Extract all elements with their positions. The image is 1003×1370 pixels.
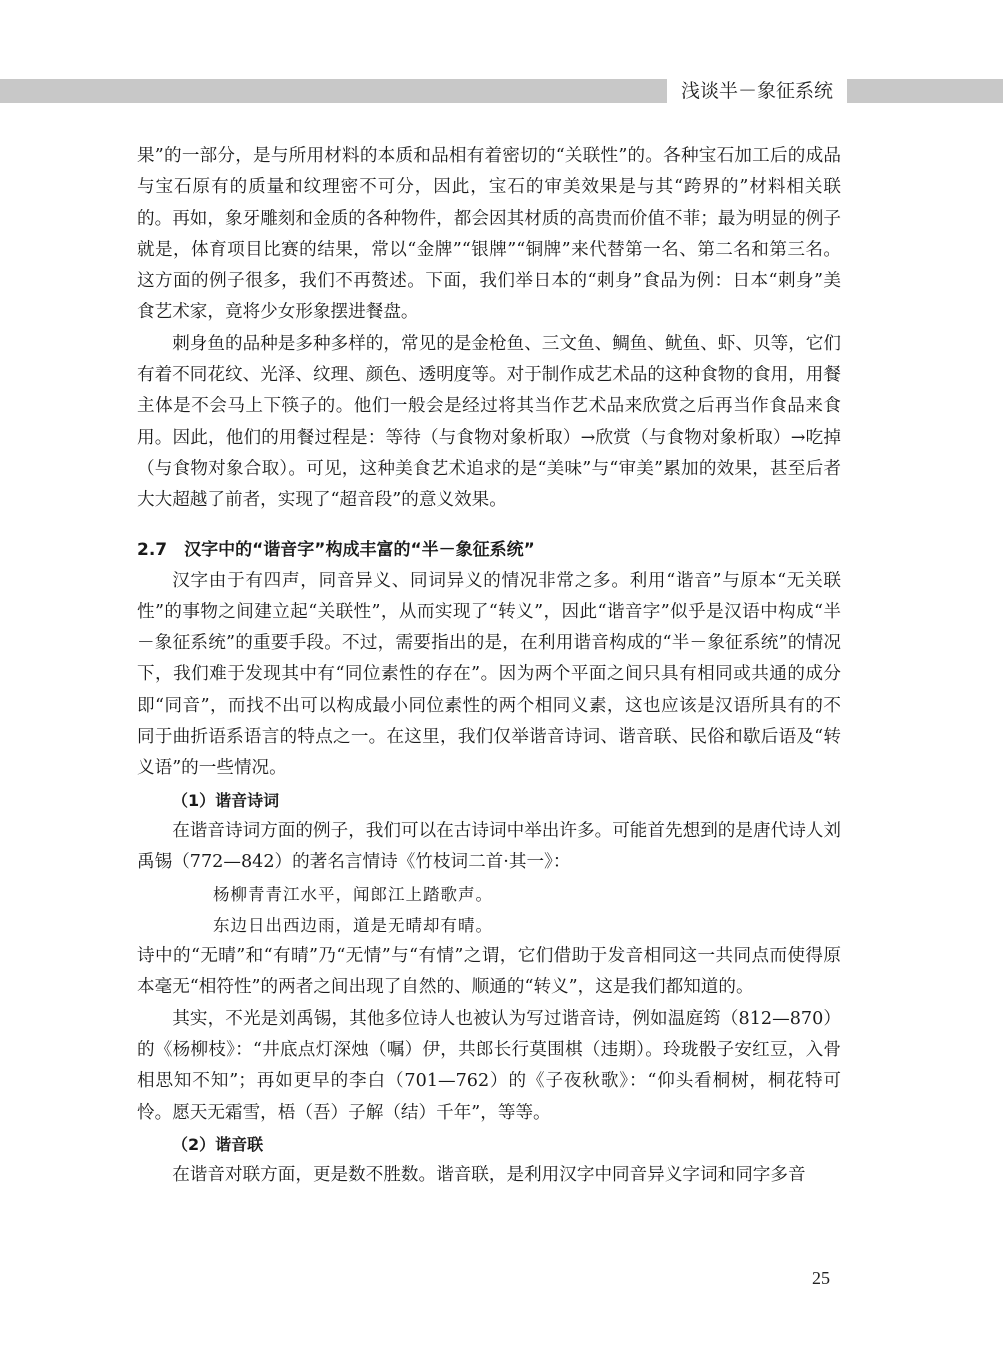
paragraph-poetry-intro: 在谐音诗词方面的例子，我们可以在古诗词中举出许多。可能首先想到的是唐代诗人刘禹锡（772—842）的著名言情诗《竹枝词二首·其一》：: [137, 820, 841, 873]
subheading-homophone-poetry: （1）谐音诗词: [172, 790, 280, 810]
running-header-title: 浅谈半－象征系统: [667, 79, 847, 103]
header-bar: [0, 79, 1003, 103]
paragraph-couplets: 在谐音对联方面，更是数不胜数。谐音联，是利用汉字中同音异义字词和同字多音: [172, 1165, 806, 1186]
poem-line-2: 东边日出西边雨，道是无晴却有晴。: [213, 915, 493, 935]
subheading-homophone-couplets: （2）谐音联: [172, 1134, 264, 1154]
paragraph-poem-analysis: 诗中的“无晴”和“有晴”乃“无情”与“有情”之谓，它们借助于发音相同这一共同点而使得原本毫无“相符性”的两者之间出现了自然的、顺通的“转义”，这是我们都知道的。: [137, 946, 841, 998]
paragraph-continued: 果”的一部分，是与所用材料的本质和品相有着密切的“关联性”的。各种宝石加工后的成品与宝石原有的质量和纹理密不可分，因此，宝石的审美效果是与其“跨界的”材料相关联的。再如，象牙雕刻和金质的各种物件，都会因其材质的高贵而价值不菲；最为明显的例子就是，体育项目比赛的结果，常以“金牌”“银牌”“铜牌”来代替第一名、第二名和第三名。这方面的例子很多，我们不再赘述。下面，我们举日本的“刺身”食品为例：日本“刺身”美食艺术家，竟将少女形象摆进餐盘。: [137, 146, 841, 323]
section-heading: 2.7 汉字中的“谐音字”构成丰富的“半－象征系统”: [137, 539, 535, 560]
poem-line-1: 杨柳青青江水平，闻郎江上踏歌声。: [213, 884, 493, 904]
paragraph-sashimi: 刺身鱼的品种是多种多样的，常见的是金枪鱼、三文鱼、鲷鱼、鱿鱼、虾、贝等，它们有着不同花纹、光泽、纹理、颜色、透明度等。对于制作成艺术品的这种食物的食用，用餐主体是不会马上下筷子的。他们一般会是经过将其当作艺术品来欣赏之后再当作食品来食用。因此，他们的用餐过程是：等待（与食物对象析取）→欣赏（与食物对象析取）→吃掉（与食物对象合取）。可见，这种美食艺术追求的是“美味”与“审美”累加的效果，甚至后者大大超越了前者，实现了“超音段”的意义效果。: [137, 333, 841, 511]
page-body: [137, 141, 841, 1192]
paragraph-other-poets: 其实，不光是刘禹锡，其他多位诗人也被认为写过谐音诗，例如温庭筠（812—870）的《杨柳枝》：“井底点灯深烛（嘱）伊，共郎长行莫围棋（违期）。玲珑骰子安红豆，入骨相思知不知”；再如更早的李白（701—762）的《子夜秋歌》：“仰头看桐树，桐花特可怜。愿天无霜雪，梧（吾）子解（结）千年”，等等。: [137, 1008, 841, 1123]
page-number: 25: [812, 1268, 830, 1288]
paragraph-homophones: 汉字由于有四声，同音异义、同词异义的情况非常之多。利用“谐音”与原本“无关联性”的事物之间建立起“关联性”，从而实现了“转义”，因此“谐音字”似乎是汉语中构成“半－象征系统”的重要手段。不过，需要指出的是，在利用谐音构成的“半－象征系统”的情况下，我们难于发现其中有“同位素性的存在”。因为两个平面之间只具有相同或共通的成分即“同音”，而找不出可以构成最小同位素性的两个相同义素，这也应该是汉语所具有的不同于曲折语系语言的特点之一。在这里，我们仅举谐音诗词、谐音联、民俗和歇后语及“转义语”的一些情况。: [137, 570, 841, 779]
